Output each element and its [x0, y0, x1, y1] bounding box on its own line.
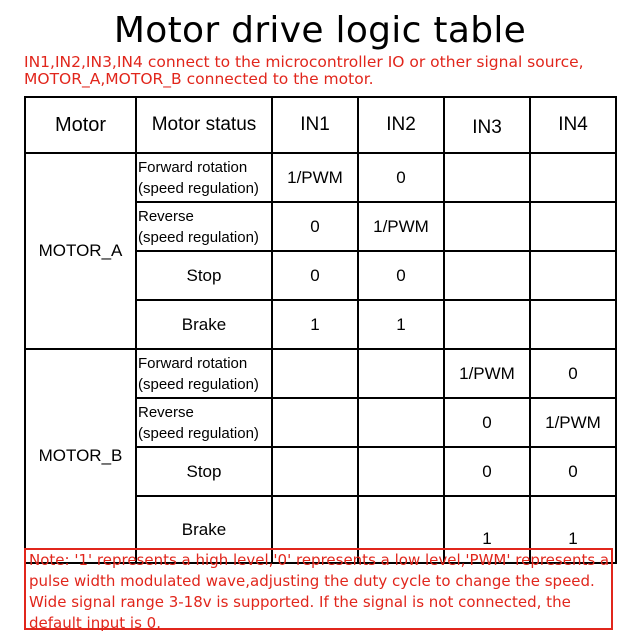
status-line: (speed regulation) [138, 375, 259, 393]
in4-cell: 1/PWM [530, 398, 616, 447]
column-header-status: Motor status [136, 97, 272, 153]
in3-cell: 1/PWM [444, 349, 530, 398]
in4-cell: 0 [530, 447, 616, 496]
status-cell: Stop [136, 251, 272, 300]
subtitle-line: MOTOR_A,MOTOR_B connected to the motor. [24, 70, 374, 88]
table-row [25, 153, 616, 202]
in2-cell [358, 398, 444, 447]
logic-table [24, 96, 617, 564]
status-line: (speed regulation) [138, 424, 259, 442]
motor-name-cell: MOTOR_A [25, 153, 136, 349]
status-cell: Brake [136, 496, 272, 563]
in4-cell: 0 [530, 349, 616, 398]
in1-cell: 1 [272, 300, 358, 349]
in1-cell: 0 [272, 202, 358, 251]
motor-name-cell: MOTOR_B [25, 349, 136, 563]
column-header-in2: IN2 [358, 97, 444, 153]
column-header-in1: IN1 [272, 97, 358, 153]
in4-cell [530, 202, 616, 251]
table-header-row [25, 97, 616, 153]
in3-cell: 1 [444, 496, 530, 563]
status-line: (speed regulation) [138, 228, 259, 246]
in2-cell [358, 447, 444, 496]
subtitle-line: IN1,IN2,IN3,IN4 connect to the microcontroller IO or other signal source, [24, 53, 584, 71]
in4-cell [530, 300, 616, 349]
column-header-in4: IN4 [530, 97, 616, 153]
status-cell [136, 153, 272, 202]
in3-cell: 0 [444, 398, 530, 447]
in3-cell [444, 300, 530, 349]
in4-cell: 1 [530, 496, 616, 563]
in3-cell [444, 153, 530, 202]
subtitle [24, 54, 634, 88]
note-line: default input is 0. [29, 614, 161, 632]
status-cell: Stop [136, 447, 272, 496]
in3-cell [444, 202, 530, 251]
status-cell [136, 398, 272, 447]
note-box [24, 548, 613, 630]
status-cell [136, 349, 272, 398]
status-line: Reverse [138, 403, 194, 421]
in1-cell: 0 [272, 251, 358, 300]
column-header-in3: IN3 [444, 97, 530, 153]
note-line: pulse width modulated wave,adjusting the duty cycle to change the speed. [29, 572, 595, 590]
in2-cell [358, 349, 444, 398]
in2-cell: 1/PWM [358, 202, 444, 251]
in1-cell [272, 349, 358, 398]
note-line: Wide signal range 3-18v is supported. If the signal is not connected, the [29, 593, 571, 611]
status-line: (speed regulation) [138, 179, 259, 197]
status-line: Forward rotation [138, 158, 248, 176]
in2-cell: 0 [358, 153, 444, 202]
in3-cell: 0 [444, 447, 530, 496]
in1-cell [272, 447, 358, 496]
in2-cell: 0 [358, 251, 444, 300]
status-cell [136, 202, 272, 251]
note-line: Note: '1' represents a high level,'0' represents a low level,'PWM' represents a [29, 551, 610, 569]
in4-cell [530, 251, 616, 300]
in4-cell [530, 153, 616, 202]
page-title: Motor drive logic table [113, 10, 527, 51]
table-row [25, 349, 616, 398]
status-cell: Brake [136, 300, 272, 349]
in1-cell: 1/PWM [272, 153, 358, 202]
status-line: Reverse [138, 207, 194, 225]
in1-cell [272, 398, 358, 447]
in2-cell: 1 [358, 300, 444, 349]
in3-cell [444, 251, 530, 300]
column-header-motor: Motor [25, 97, 136, 153]
status-line: Forward rotation [138, 354, 248, 372]
